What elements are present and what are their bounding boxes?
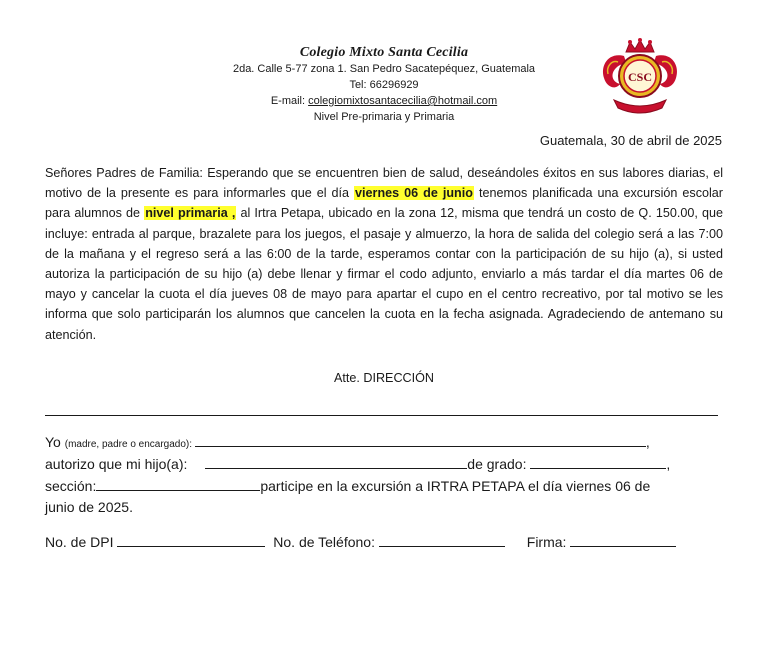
letter-header — [150, 44, 618, 125]
seccion-label: sección: — [45, 478, 97, 494]
school-address: 2da. Calle 5-77 zona 1. San Pedro Sacatepéquez, Guatemala — [232, 63, 536, 75]
dpi-label: No. de DPI — [45, 534, 118, 550]
grado-label: de grado: — [467, 456, 531, 472]
form-line-date — [45, 499, 133, 515]
comma: , — [645, 434, 650, 450]
school-crest-logo — [598, 38, 682, 116]
signature-field[interactable] — [570, 533, 676, 547]
child-name-field[interactable] — [205, 455, 467, 469]
school-name: Colegio Mixto Santa Cecilia — [299, 45, 469, 60]
form-line-child — [45, 455, 670, 472]
letter-body-part1: Señores Padres de Familia: Esperando que se encuentren bien de salud, deseándoles éxitos en sus labores diarias, el motivo de la presente es para informarles que el día — [45, 166, 723, 201]
dpi-field[interactable] — [117, 533, 265, 547]
grade-field[interactable] — [530, 455, 666, 469]
highlight-date: viernes 06 de junio — [355, 186, 473, 201]
cut-line-divider — [45, 415, 718, 416]
guardian-hint: (madre, padre o encargado): — [64, 439, 195, 450]
participe-text: participe en la excursión a IRTRA PETAPA el día viernes 06 de — [260, 478, 651, 494]
email-label: E-mail: — [270, 95, 309, 107]
school-level: Nivel Pre-primaria y Primaria — [313, 111, 455, 123]
telefono-label: No. de Teléfono: — [273, 534, 379, 550]
yo-label: Yo — [45, 434, 65, 450]
firma-label: Firma: — [526, 534, 571, 550]
letter-body-part3: al Irtra Petapa, ubicado en la zona 12, misma que tendrá un costo de Q. 150.00, que incluye: entrada al parque, brazalete para los juegos, el pasaje y almuerzo, la hora de salida del colegio será a las 7:00 de la mañana y el regreso será a las 6:00 de la tarde, esperamos contar con la participación de su hijo (a), si usted autoriza la participación de su hijo (a) debe llenar y firmar el codo adjunto, enviarlo a más tardar el día martes 06 de mayo y cancelar la cuota el día jueves 08 de mayo para apartar el cupo en el centro recreativo, por tal motivo se les informa que solo participarán los alumnos que cancelen la cuota en la fecha asignada. Agradeciendo de antemano su atención. — [45, 206, 723, 342]
crest-letters: CSC — [627, 70, 653, 84]
phone-field[interactable] — [379, 533, 505, 547]
crest-ribbon — [614, 100, 666, 113]
section-field[interactable] — [96, 477, 260, 491]
school-email-link[interactable]: colegiomixtosantacecilia@hotmail.com — [308, 95, 498, 107]
school-phone: Tel: 66296929 — [349, 79, 419, 91]
form-line-ids — [45, 533, 676, 550]
letter-body-part2: tenemos planificada una excursión escolar para alumnos de — [45, 186, 723, 221]
school-email-line — [150, 93, 618, 109]
excursion-date-text: junio de 2025. — [45, 499, 133, 515]
autorizo-label: autorizo que mi hijo(a): — [45, 456, 188, 472]
letter-date: Guatemala, 30 de abril de 2025 — [539, 133, 722, 148]
letter-signoff: Atte. DIRECCIÓN — [333, 371, 435, 385]
letter-body — [45, 163, 723, 345]
comma: , — [666, 456, 671, 472]
guardian-name-field[interactable] — [195, 433, 646, 447]
form-line-guardian — [45, 433, 650, 450]
form-line-section — [45, 477, 650, 494]
highlight-level: nivel primaria , — [145, 206, 236, 221]
